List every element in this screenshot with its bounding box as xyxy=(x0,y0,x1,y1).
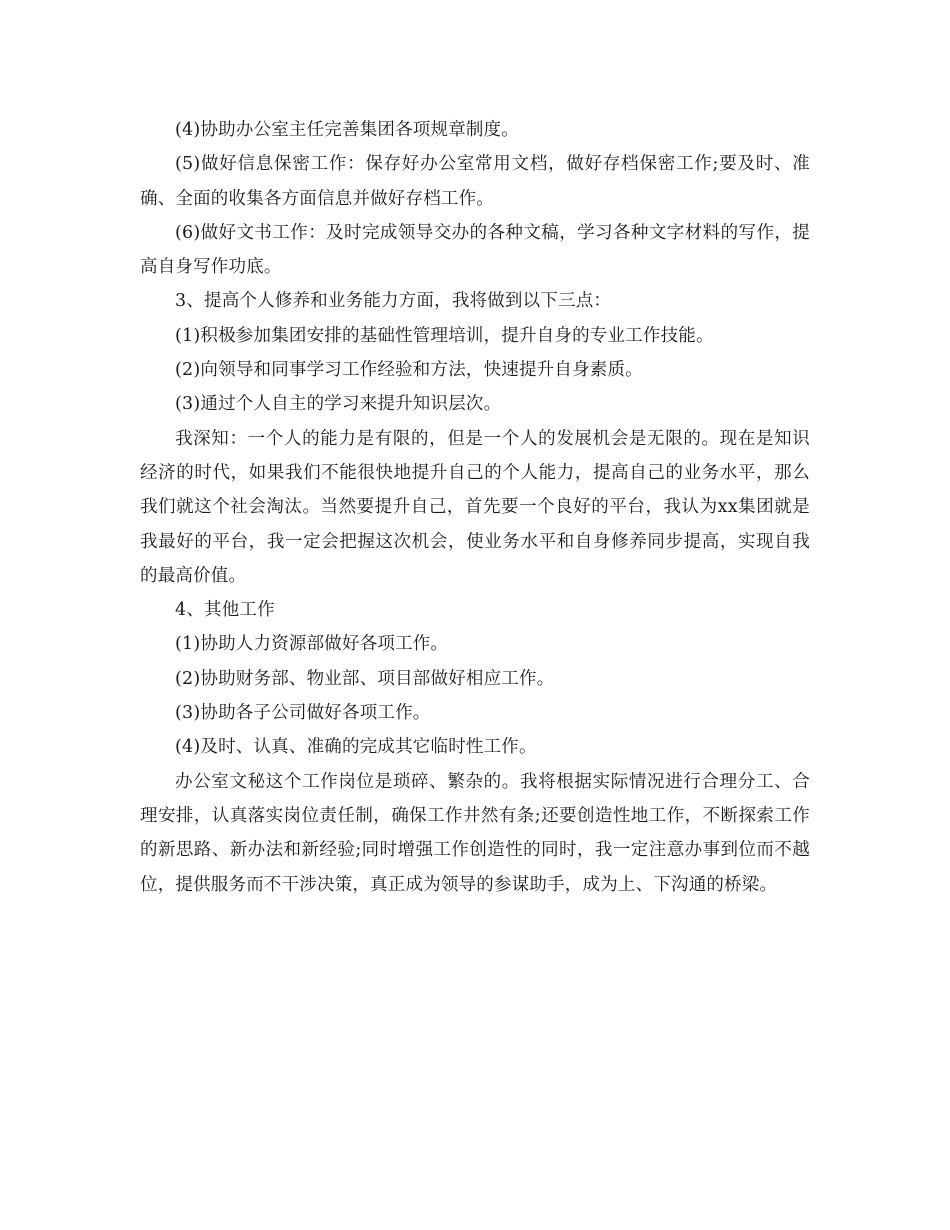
paragraph-1-training: (1)积极参加集团安排的基础性管理培训，提升自身的专业工作技能。 xyxy=(175,325,714,346)
paragraph-2-finance: (2)协助财务部、物业部、项目部做好相应工作。 xyxy=(175,668,555,689)
paragraph-3-self-study: (3)通过个人自主的学习来提升知识层次。 xyxy=(175,394,502,415)
paragraph-1-hr: (1)协助人力资源部做好各项工作。 xyxy=(175,634,449,655)
paragraph-6-documents: (6)做好文书工作：及时完成领导交办的各种文稿，学习各种文字材料的写作，提高自身写作功底。 xyxy=(140,222,810,278)
paragraph-4-temporary: (4)及时、认真、准确的完成其它临时性工作。 xyxy=(175,737,537,758)
paragraph-3-subsidiaries: (3)协助各子公司做好各项工作。 xyxy=(175,703,431,724)
paragraph-reflection: 我深知：一个人的能力是有限的，但是一个人的发展机会是无限的。现在是知识经济的时代，如果我们不能很快地提升自己的个人能力，提高自己的业务水平，那么我们就这个社会淘汰。当然要提升自己，首先要一个良好的平台，我认为xx集团就是我最好的平台，我一定会把握这次机会，使业务水平和自身修养同步提高，实现自我的最高价值。 xyxy=(140,428,810,586)
section-4-heading: 4、其他工作 xyxy=(175,600,275,621)
paragraph-5-confidentiality: (5)做好信息保密工作：保存好办公室常用文档，做好存档保密工作;要及时、准确、全面的收集各方面信息并做好存档工作。 xyxy=(140,154,810,209)
paragraph-4-rules: (4)协助办公室主任完善集团各项规章制度。 xyxy=(175,120,519,140)
section-3-heading: 3、提高个人修养和业务能力方面，我将做到以下三点： xyxy=(175,291,612,312)
paragraph-conclusion: 办公室文秘这个工作岗位是琐碎、繁杂的。我将根据实际情况进行合理分工、合理安排，认真落实岗位责任制，确保工作井然有条;还要创造性地工作，不断探索工作的新思路、新办法和新经验;同时增强工作创造性的同时，我一定注意办事到位而不越位，提供服务而不干涉决策，真正成为领导的参谋助手，成为上、下沟通的桥梁。 xyxy=(140,771,810,895)
document-body xyxy=(140,113,810,902)
paragraph-2-learning: (2)向领导和同事学习工作经验和方法，快速提升自身素质。 xyxy=(175,360,643,381)
